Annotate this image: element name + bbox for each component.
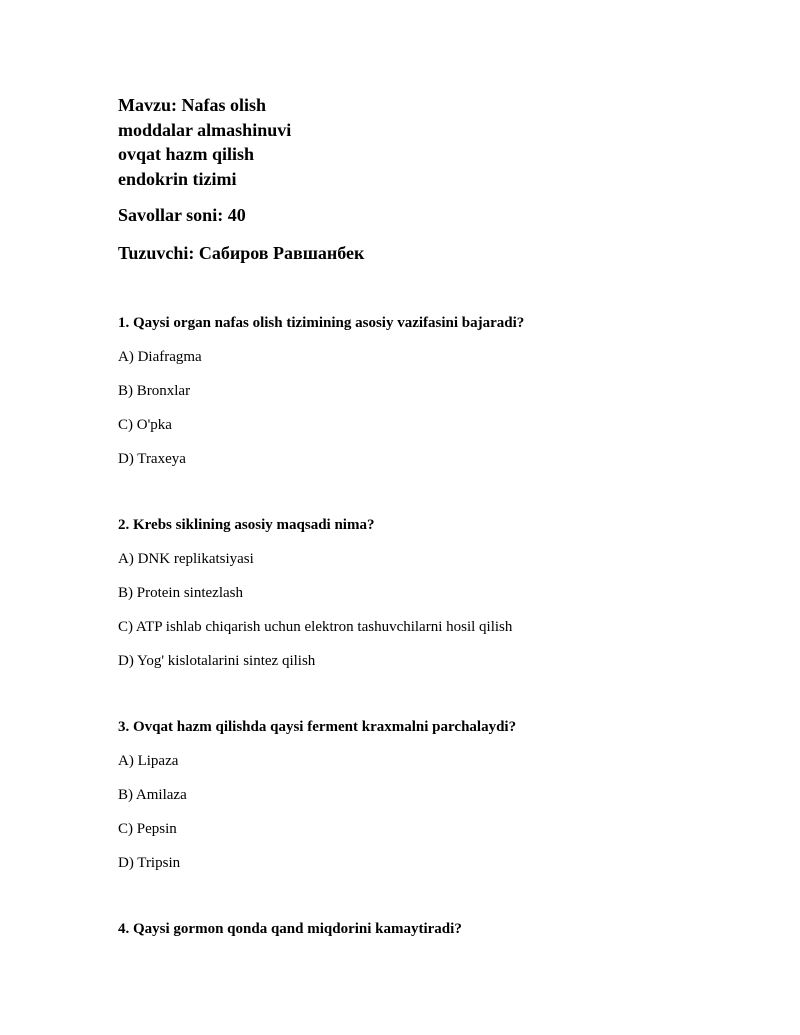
topic-line-1: Mavzu: Nafas olish: [118, 95, 266, 115]
document-header: [118, 93, 758, 265]
answer-option-a: A) Diafragma: [118, 349, 202, 365]
question-2: [118, 515, 758, 671]
answer-option-c: C) O'pka: [118, 417, 172, 433]
answer-option-a: A) DNK replikatsiyasi: [118, 551, 254, 567]
answer-option-d: D) Yog' kislotalarini sintez qilish: [118, 653, 316, 669]
answer-option-b: B) Protein sintezlash: [118, 585, 243, 601]
answer-option-c: C) ATP ishlab chiqarish uchun elektron tashuvchilarni hosil qilish: [118, 619, 513, 635]
answer-option-d: D) Tripsin: [118, 855, 181, 871]
author-line: Tuzuvchi: Сабиров Равшанбек: [118, 242, 365, 263]
question-3: [118, 717, 758, 873]
answer-option-c: C) Pepsin: [118, 821, 177, 837]
question-4: [118, 919, 758, 939]
answer-option-d: D) Traxeya: [118, 451, 186, 467]
answer-option-a: A) Lipaza: [118, 753, 179, 769]
topic-line-3: ovqat hazm qilish: [118, 144, 255, 164]
question-text: 4. Qaysi gormon qonda qand miqdorini kamaytiradi?: [118, 921, 462, 937]
question-text: 2. Krebs siklining asosiy maqsadi nima?: [118, 517, 375, 533]
topic-line-4: endokrin tizimi: [118, 168, 237, 189]
question-count: Savollar soni: 40: [118, 205, 246, 225]
answer-option-b: B) Amilaza: [118, 787, 187, 803]
document-page: [118, 93, 758, 939]
topic-line-2: moddalar almashinuvi: [118, 119, 292, 140]
question-1: [118, 313, 758, 469]
answer-option-b: B) Bronxlar: [118, 383, 191, 399]
question-text: 3. Ovqat hazm qilishda qaysi ferment kraxmalni parchalaydi?: [118, 719, 517, 735]
question-text: 1. Qaysi organ nafas olish tizimining asosiy vazifasini bajaradi?: [118, 315, 525, 331]
